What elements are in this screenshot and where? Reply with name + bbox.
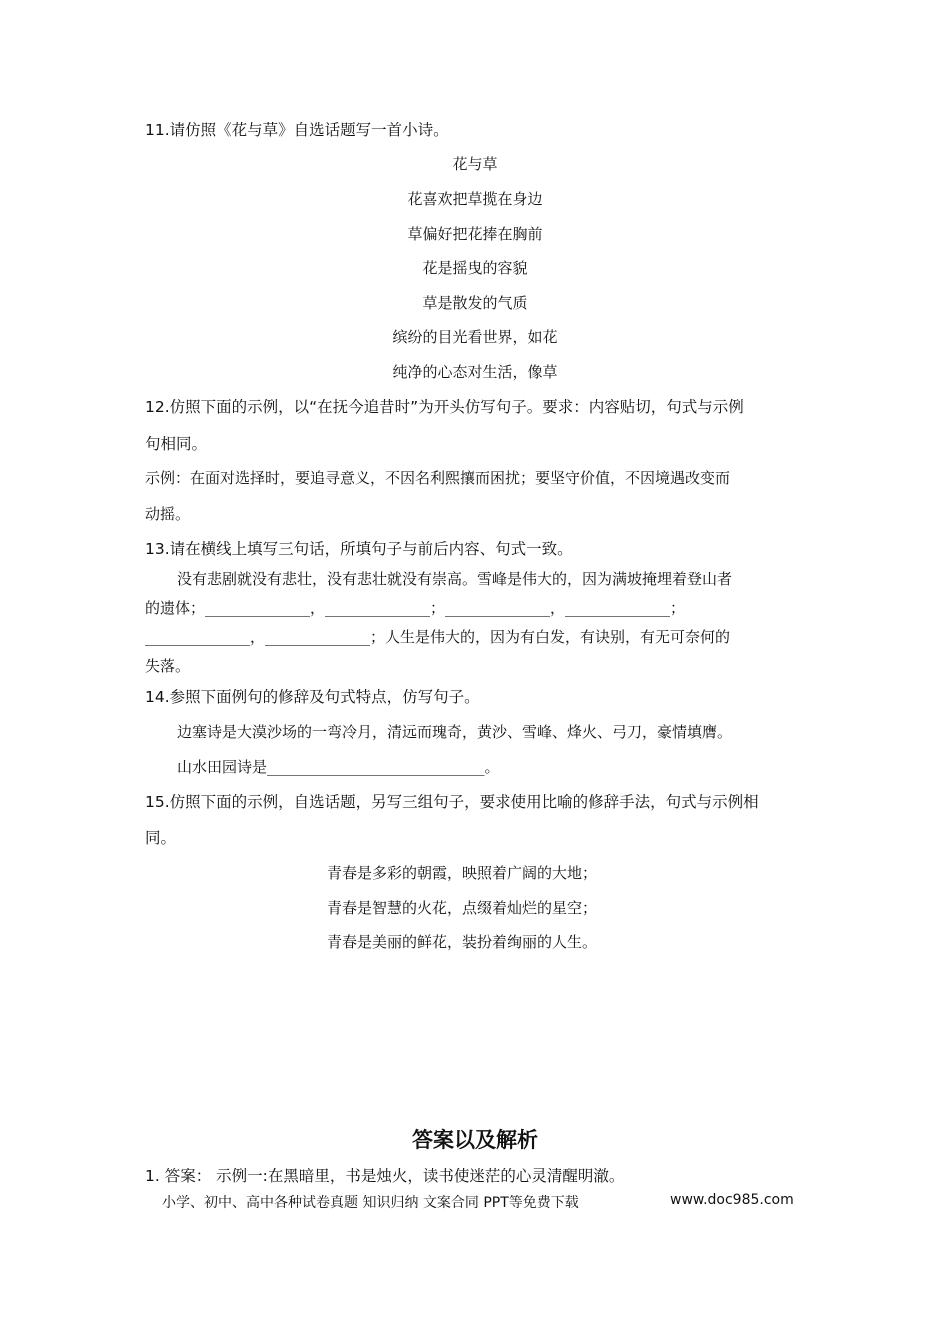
q15-prompt: 15.仿照下面的示例，自选话题，另写三组句子，要求使用比喻的修辞手法，句式与示例相 xyxy=(145,793,759,811)
poem-line: 花是摇曳的容貌 xyxy=(422,259,528,277)
q13-passage-blanks: 的遗体；______________，______________；______________，______________； xyxy=(145,599,686,617)
q12-prompt: 12.仿照下面的示例，以“在抚今追昔时”为开头仿写句子。要求：内容贴切，句式与示例 xyxy=(145,398,744,416)
poem-line: 草偏好把花捧在胸前 xyxy=(407,225,543,243)
q14-blank: 山水田园诗是_____________________________。 xyxy=(177,758,500,776)
q13-passage-blanks: ______________，______________；人生是伟大的，因为有白发，有诀别，有无可奈何的 xyxy=(145,628,731,646)
poem-line: 草是散发的气质 xyxy=(422,294,528,312)
answers-heading: 答案以及解析 xyxy=(412,1128,538,1152)
q15-example-line: 青春是智慧的火花，点缀着灿烂的星空； xyxy=(327,899,598,917)
poem-line: 花喜欢把草揽在身边 xyxy=(407,190,543,208)
footer-url[interactable]: www.doc985.com xyxy=(670,1192,794,1208)
q13-passage: 没有悲剧就没有悲壮，没有悲壮就没有崇高。雪峰是伟大的，因为满坡掩埋着登山者 xyxy=(177,570,733,588)
q13-passage-end: 失落。 xyxy=(145,657,191,675)
q14-example: 边塞诗是大漠沙场的一弯冷月，清远而瑰奇，黄沙、雪峰、烽火、弓刀，豪情填膺。 xyxy=(177,723,733,741)
q12-prompt-cont: 句相同。 xyxy=(145,435,208,453)
q12-example: 示例：在面对选择时，要追寻意义，不因名利熙攘而困扰；要坚守价值，不因境遇改变而 xyxy=(145,469,731,487)
answer-item-1: 1. 答案： 示例一:在黑暗里，书是烛火，读书使迷茫的心灵清醒明澈。 xyxy=(145,1167,625,1185)
q12-example-cont: 动摇。 xyxy=(145,505,191,523)
poem-line: 纯净的心态对生活，像草 xyxy=(392,363,558,381)
q15-example-line: 青春是美丽的鲜花，装扮着绚丽的人生。 xyxy=(327,933,598,951)
footer-promo-text: 小学、初中、高中各种试卷真题 知识归纳 文案合同 PPT等免费下载 xyxy=(162,1195,579,1211)
q13-prompt: 13.请在横线上填写三句话，所填句子与前后内容、句式一致。 xyxy=(145,540,573,558)
poem-title: 花与草 xyxy=(452,155,498,173)
q14-prompt: 14.参照下面例句的修辞及句式特点，仿写句子。 xyxy=(145,688,480,706)
q15-example-line: 青春是多彩的朝霞，映照着广阔的大地； xyxy=(327,864,598,882)
poem-line: 缤纷的目光看世界，如花 xyxy=(392,328,558,346)
q15-prompt-cont: 同。 xyxy=(145,829,177,847)
q11-prompt: 11.请仿照《花与草》自选话题写一首小诗。 xyxy=(145,121,449,139)
